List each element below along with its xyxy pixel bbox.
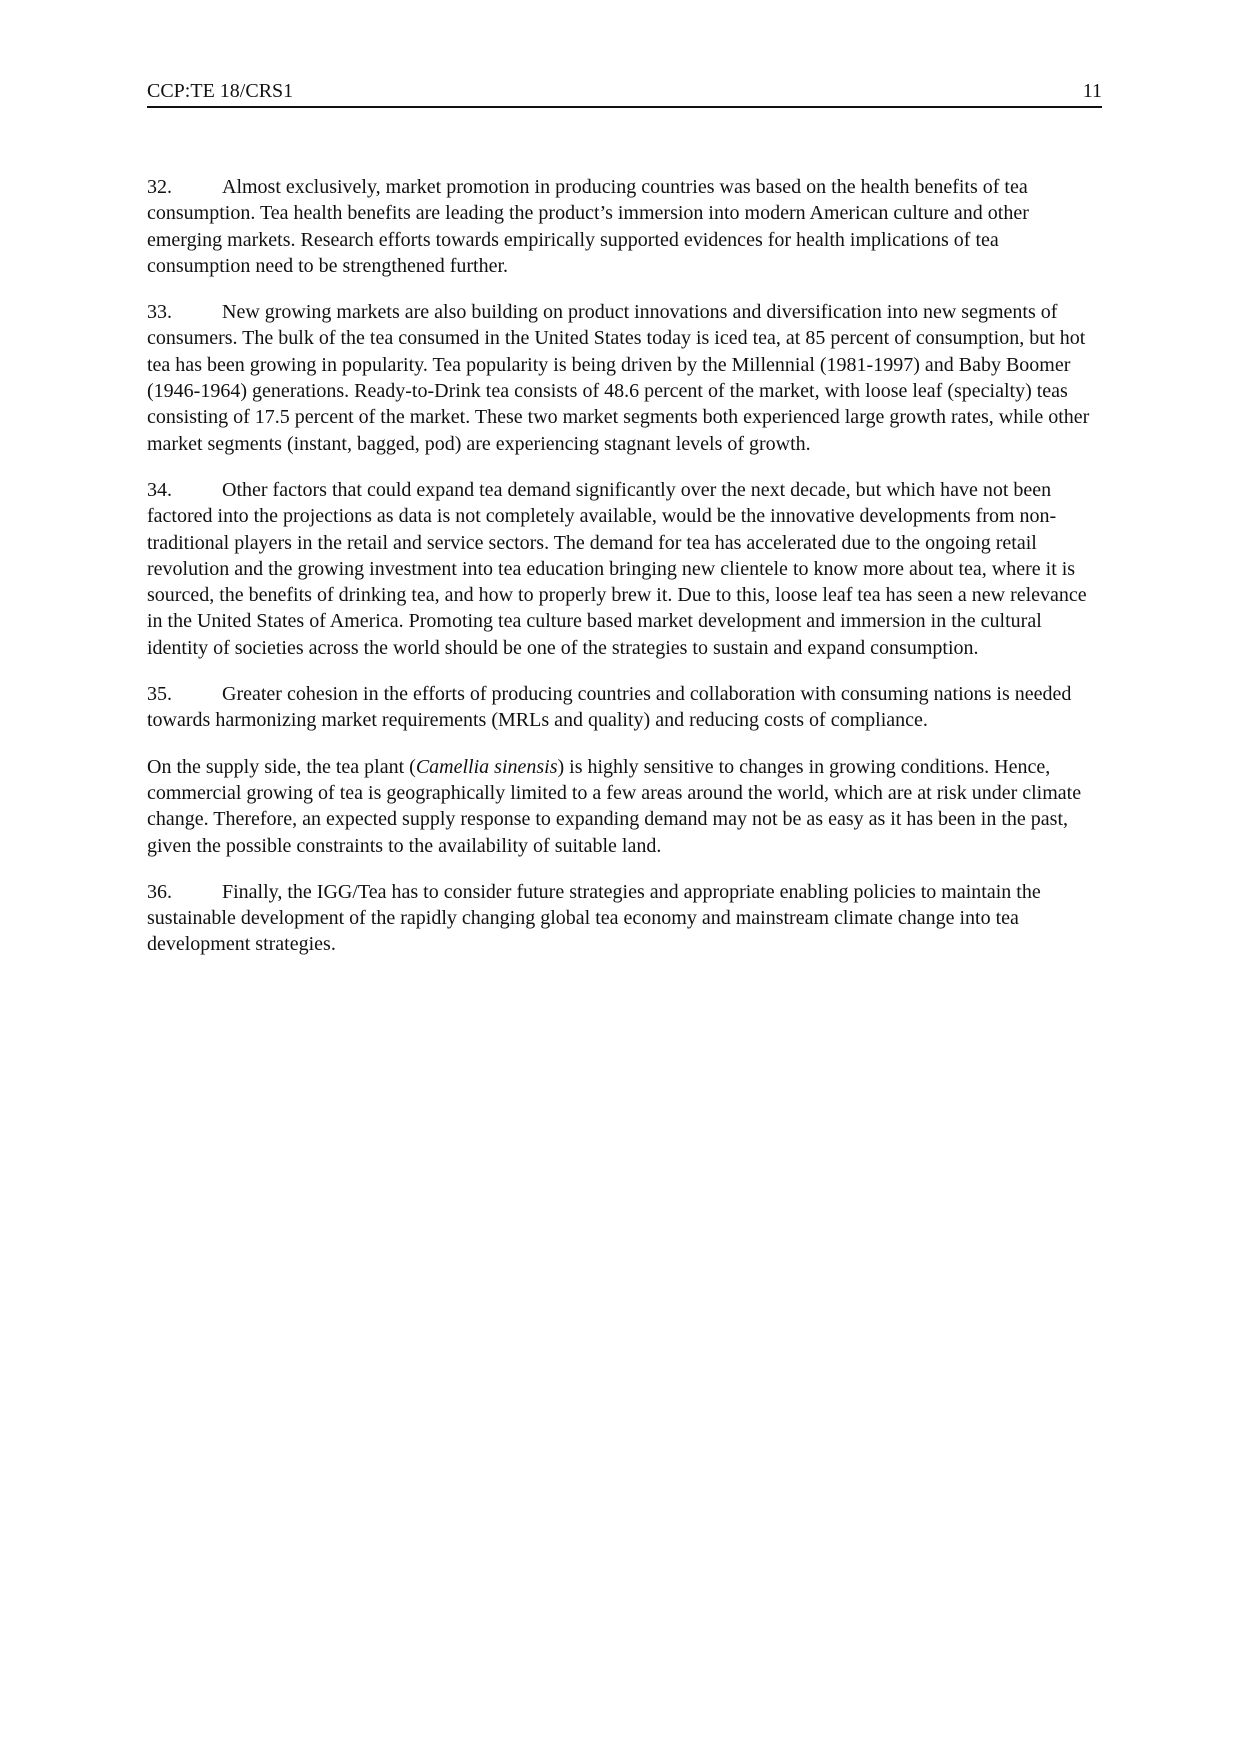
paragraph-text-after: ) is highly sensitive to changes in growing conditions. Hence, commercial growing of tea is geographically limited to a few areas around the world, which are at risk under climate change. Therefore, an expected supply response to expanding demand may not be as easy as it has been in the past, given the possible constraints to the availability of suitable land. <box>147 755 1082 857</box>
document-body <box>147 174 1102 978</box>
paragraph-text-before: On the supply side, the tea plant ( <box>147 755 416 778</box>
paragraph-number: 32. <box>147 176 172 198</box>
paragraph-supply-side <box>147 754 1102 859</box>
document-code: CCP:TE 18/CRS1 <box>147 80 294 102</box>
page-header <box>147 76 1102 108</box>
paragraph-text: Greater cohesion in the efforts of producing countries and collaboration with consuming nations is needed towards harmonizing market requirements (MRLs and quality) and reducing costs of compliance. <box>147 683 1072 732</box>
paragraph-number: 36. <box>147 880 172 903</box>
paragraph-text: Finally, the IGG/Tea has to consider future strategies and appropriate enabling policies to maintain the sustainable development of the rapidly changing global tea economy and mainstream climate change into tea development strategies. <box>147 880 1041 956</box>
paragraph-33 <box>147 299 1102 457</box>
paragraph-number: 33. <box>147 301 172 324</box>
page-number: 11 <box>1082 80 1102 102</box>
paragraph-32 <box>147 174 1102 279</box>
paragraph-text: New growing markets are also building on product innovations and diversification into new segments of consumers. The bulk of the tea consumed in the United States today is iced tea, at 85 percent of consumption, but hot tea has been growing in popularity. Tea popularity is being driven by the Millennial (1981-1997) and Baby Boomer (1946-1964) generations. Ready-to-Drink tea consists of 48.6 percent of the market, with loose leaf (specialty) teas consisting of 17.5 percent of the market. These two market segments both experienced large growth rates, while other market segments (instant, bagged, pod) are experiencing stagnant levels of growth. <box>147 301 1090 455</box>
paragraph-number: 35. <box>147 683 172 706</box>
paragraph-36 <box>147 879 1102 958</box>
paragraph-34 <box>147 477 1102 661</box>
paragraph-text: Other factors that could expand tea demand significantly over the next decade, but which have not been factored into the projections as data is not completely available, would be the innovative developments from non-traditional players in the retail and service sectors. The demand for tea has accelerated due to the ongoing retail revolution and the growing investment into tea education bringing new clientele to know more about tea, where it is sourced, the benefits of drinking tea, and how to properly brew it. Due to this, loose leaf tea has seen a new relevance in the United States of America. Promoting tea culture based market development and immersion in the cultural identity of societies across the world should be one of the strategies to sustain and expand consumption. <box>147 478 1087 659</box>
paragraph-text: Almost exclusively, market promotion in producing countries was based on the health benefits of tea consumption. Tea health benefits are leading the product’s immersion into modern American culture and other emerging markets. Research efforts towards empirically supported evidences for health implications of tea consumption need to be strengthened further. <box>147 176 1029 277</box>
species-name: Camellia sinensis <box>415 755 558 778</box>
paragraph-number: 34. <box>147 478 172 501</box>
paragraph-35 <box>147 681 1102 734</box>
